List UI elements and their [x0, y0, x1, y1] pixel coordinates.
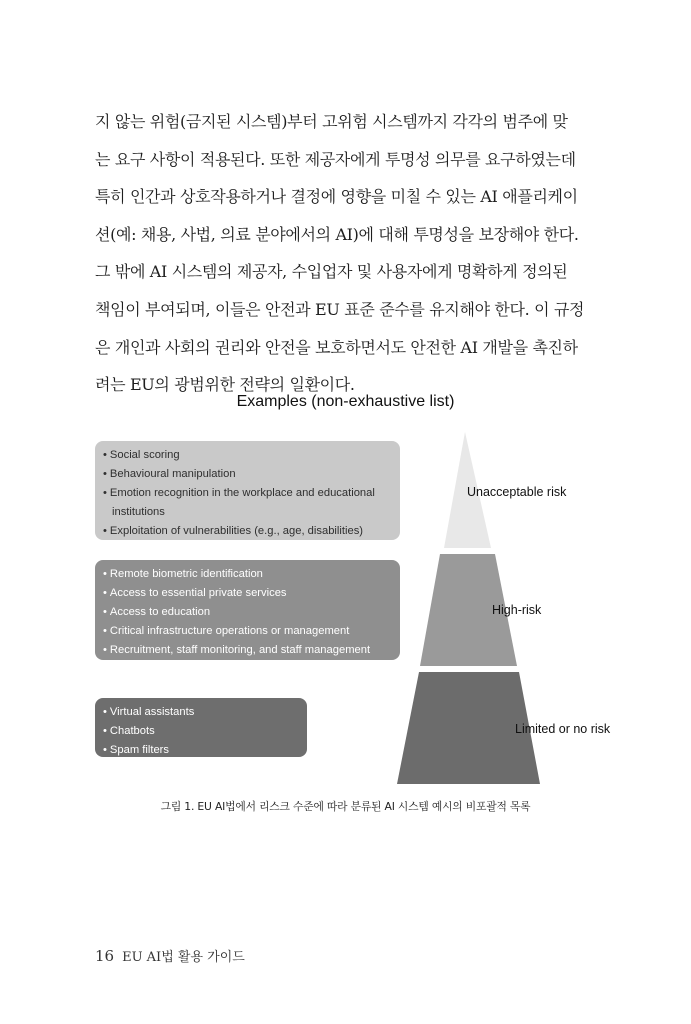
body-line: 은 개인과 사회의 권리와 안전을 보호하면서도 안전한 AI 개발을 촉진하 [95, 337, 578, 357]
body-line: 지 않는 위험(금지된 시스템)부터 고위험 시스템까지 각각의 범주에 맞 [95, 112, 568, 131]
example-item: • Chatbots [103, 722, 299, 741]
example-item: • Access to essential private services [103, 584, 392, 603]
body-line: 그 밖에 AI 시스템의 제공자, 수입업자 및 사용자에게 명확하게 정의된 [95, 262, 568, 282]
example-item: • Remote biometric identification [103, 565, 392, 584]
example-item: • Access to education [103, 603, 392, 622]
example-item: • Virtual assistants [103, 703, 299, 722]
tier-label-unacceptable: Unacceptable risk [467, 485, 567, 499]
example-item: • Spam filters [103, 741, 299, 760]
high-risk-examples-box [95, 560, 400, 660]
tier-label-limited: Limited or no risk [515, 722, 611, 736]
body-line: 려는 EU의 광범위한 전략의 일환이다. [95, 375, 355, 395]
limited-risk-examples-box [95, 698, 307, 757]
example-item: • Exploitation of vulnerabilities (e.g., age, disabilities) [103, 522, 392, 541]
example-item: • Behavioural manipulation [103, 465, 392, 484]
figure-caption: 그림 1. EU AI법에서 리스크 수준에 따라 분류된 AI 시스템 예시의 비포괄적 목록 [160, 800, 531, 813]
page-number: 16 [95, 947, 115, 965]
unacceptable-examples-box [95, 441, 400, 540]
example-item-continuation: institutions [112, 506, 165, 518]
example-item: • Emotion recognition in the workplace and educational [103, 484, 392, 503]
body-line: 특히 인간과 상호작용하거나 결정에 영향을 미칠 수 있는 AI 애플리케이 [95, 187, 578, 207]
example-item: • Social scoring [103, 446, 392, 465]
body-line: 책임이 부여되며, 이들은 안전과 EU 표준 준수를 유지해야 한다. 이 규정 [95, 299, 585, 319]
body-paragraph [95, 103, 595, 404]
page-footer [95, 946, 245, 965]
body-line: 션(예: 채용, 사법, 의료 분야에서의 AI)에 대해 투명성을 보장해야 한다. [95, 224, 579, 244]
figure-title: Examples (non-exhaustive list) [236, 393, 455, 410]
tier-label-high: High-risk [492, 603, 542, 617]
body-line: 는 요구 사항이 적용된다. 또한 제공자에게 투명성 의무를 요구하였는데 [95, 149, 576, 169]
example-item: • Recruitment, staff monitoring, and staff management [103, 641, 392, 660]
example-item: • Critical infrastructure operations or management [103, 622, 392, 641]
running-title: EU AI법 활용 가이드 [122, 950, 245, 965]
